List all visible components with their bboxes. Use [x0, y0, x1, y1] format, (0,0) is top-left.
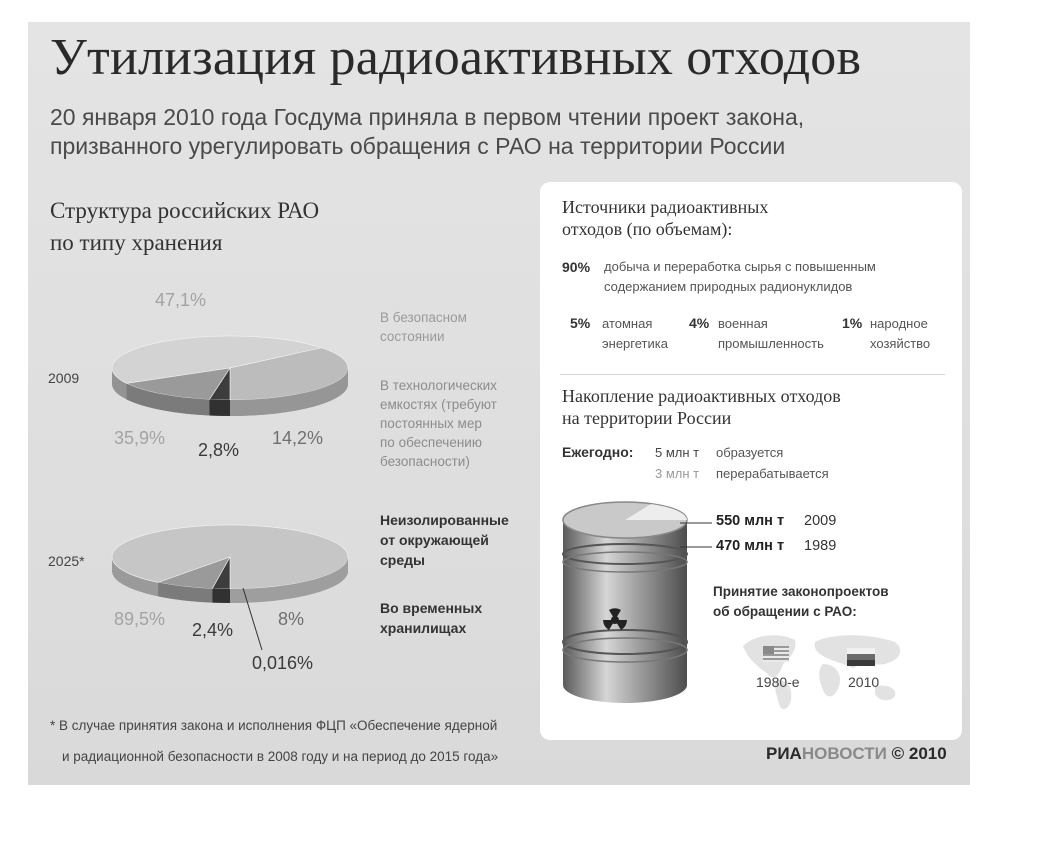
annual-label: Ежегодно: [562, 444, 634, 460]
pie-2025-year-label: 2025* [48, 553, 85, 569]
accumulation-heading [562, 385, 841, 429]
pie-2009-year-label: 2009 [48, 370, 80, 386]
panel-divider [560, 374, 945, 375]
annual-processed-text: перерабатывается [716, 466, 829, 481]
pie-2009-label-temp: 14,2% [272, 428, 324, 448]
legend-safe-line: состоянии [380, 329, 445, 344]
structure-heading-line-2: по типу хранения [50, 230, 223, 255]
sources-heading-line-2: отходов (по объемам): [562, 219, 733, 239]
page-title: Утилизация радиоактивных отходов [50, 29, 862, 86]
annual-produced-text: образуется [716, 445, 784, 460]
barrel-pointer-lines [680, 515, 720, 555]
pie-2025-label-tech: 89,5% [114, 609, 166, 629]
annual-produced-amount: 5 млн т [655, 445, 700, 460]
stock-1989-year: 1989 [804, 538, 837, 554]
source-economy-line: народное [870, 316, 928, 331]
source-economy-percent: 1% [842, 315, 863, 331]
source-military-line: промышленность [718, 336, 824, 351]
source-military-text [718, 314, 824, 354]
source-mining-percent: 90% [562, 259, 591, 275]
world-map-illustration [735, 624, 915, 714]
source-nuclear-percent: 5% [570, 315, 591, 331]
accumulation-heading-line-2: на территории России [562, 408, 732, 428]
legend-tech-line: емкостях (требуют [380, 397, 497, 412]
source-nuclear-line: энергетика [602, 336, 668, 351]
footnote-line-2: и радиационной безопасности в 2008 году и на период до 2015 года» [62, 749, 499, 764]
legend-tech [380, 376, 497, 471]
pie-2025-label-safe: 0,016% [252, 653, 314, 673]
stock-2009-year: 2009 [804, 513, 837, 529]
legend-tech-line: по обеспечению [380, 435, 482, 450]
sources-heading [562, 196, 768, 240]
source-military-line: военная [718, 316, 768, 331]
pie-2025-label-uniso: 2,4% [192, 620, 234, 640]
source-military-percent: 4% [689, 315, 710, 331]
legend-tech-line: безопасности) [380, 454, 470, 469]
source-economy-line: хозяйство [870, 336, 931, 351]
source-mining-line: добыча и переработка сырья с повышенным [604, 259, 876, 274]
brand-copyright: © 2010 [891, 744, 947, 763]
us-flag-icon [763, 646, 789, 662]
pie-chart-2025 [112, 525, 348, 603]
pie-slice-side-unisolated [209, 400, 230, 416]
stock-1989-amount: 470 млн т [716, 538, 785, 554]
pie-2025-label-temp: 8% [278, 609, 305, 629]
source-mining-line: содержанием природных радионуклидов [604, 279, 853, 294]
subtitle-line-2: призванного урегулировать обращения с РАО на территории России [50, 133, 786, 159]
source-nuclear-line: атомная [602, 316, 653, 331]
accumulation-heading-line-1: Накопление радиоактивных отходов [562, 386, 841, 406]
brand-novosti: НОВОСТИ [801, 744, 887, 763]
sources-heading-line-1: Источники радиоактивных [562, 197, 769, 217]
laws-heading-line-1: Принятие законопроектов [713, 584, 889, 599]
laws-heading-line-2: об обращении с РАО: [713, 604, 857, 619]
stock-2009-amount: 550 млн т [716, 513, 785, 529]
pie-2009-label-tech: 35,9% [114, 428, 166, 448]
legend-temporary [380, 598, 482, 638]
legend-unisolated-line: от окружающей [380, 532, 489, 548]
source-nuclear-text [602, 314, 668, 354]
pie-2009-label-uniso: 2,8% [198, 440, 240, 460]
legend-temporary-line: хранилищах [380, 620, 467, 636]
legend-tech-line: постоянных мер [380, 416, 482, 431]
legend-unisolated-line: Неизолированные [380, 512, 509, 528]
pie-slice-side-unisolated [212, 589, 230, 603]
brand-ria: РИА [766, 744, 802, 763]
pie-2009-label-safe: 47,1% [155, 290, 207, 310]
ria-novosti-logo [766, 744, 947, 764]
legend-safe [380, 308, 467, 346]
footnote-line-1: * В случае принятия закона и исполнения ФЦП «Обеспечение ядерной [50, 718, 498, 733]
source-economy-text [870, 314, 930, 354]
pie-chart-2009 [112, 336, 348, 416]
law-us-year: 1980-е [756, 674, 800, 690]
annual-processed-amount: 3 млн т [655, 466, 700, 481]
structure-heading-line-1: Структура российских РАО [50, 198, 320, 223]
legend-unisolated [380, 510, 509, 570]
subtitle-line-1: 20 января 2010 года Госдума приняла в первом чтении проект закона, [50, 104, 805, 130]
russia-flag-icon [847, 648, 875, 666]
legend-unisolated-line: среды [380, 552, 425, 568]
laws-heading [713, 582, 889, 622]
source-mining-text [604, 257, 876, 297]
legend-temporary-line: Во временных [380, 600, 483, 616]
legend-safe-line: В безопасном [380, 310, 467, 325]
law-russia-year: 2010 [848, 674, 880, 690]
footnote [50, 710, 498, 772]
legend-tech-line: В технологических [380, 378, 497, 393]
pie-charts [0, 0, 540, 700]
